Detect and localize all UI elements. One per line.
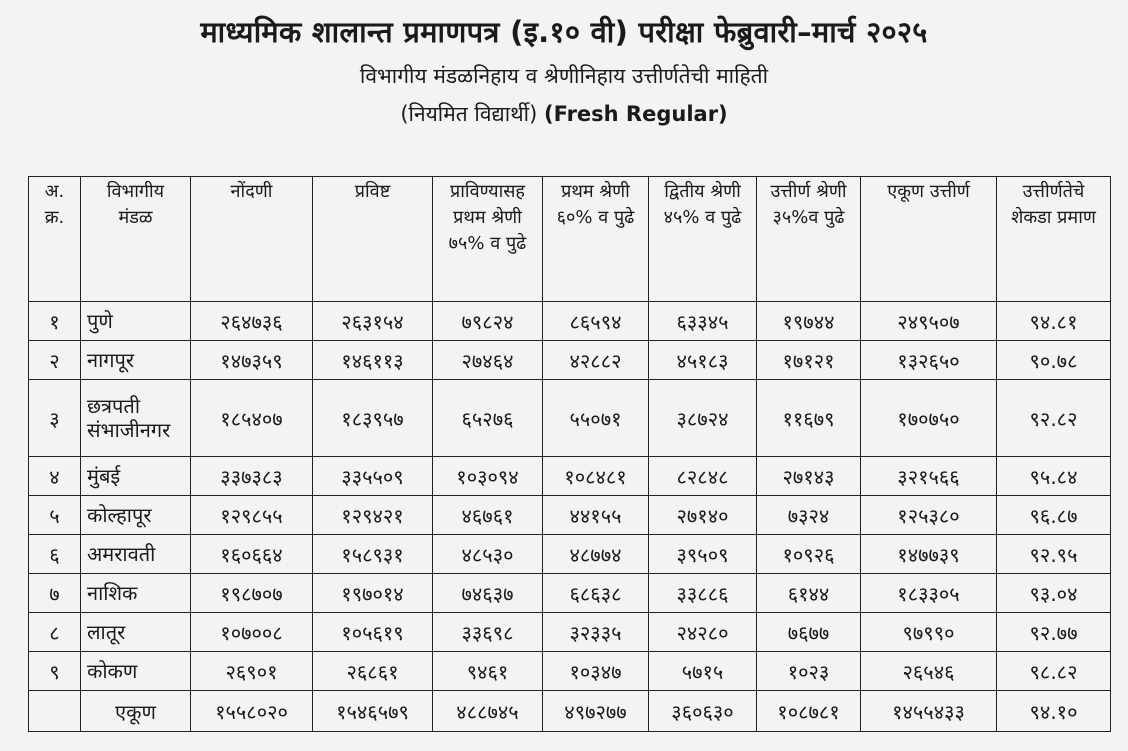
cell-appeared: १९७०१४ — [313, 574, 433, 613]
cell-appeared: २६८६१ — [313, 652, 433, 691]
cell-total-pass: २६५४६ — [861, 652, 997, 691]
header-registered: नोंदणी — [191, 177, 313, 302]
total-distinction: ४८८७४५ — [433, 691, 543, 732]
header-distinction: प्राविण्यासह प्रथम श्रेणी ७५% व पुढे — [433, 177, 543, 302]
total-total-pass: १४५५४३३ — [861, 691, 997, 732]
cell-total-pass: १८३३०५ — [861, 574, 997, 613]
header-appeared: प्रविष्ट — [313, 177, 433, 302]
cell-registered: १२९८५५ — [191, 496, 313, 535]
cell-sr: ३ — [29, 380, 81, 457]
cell-distinction: १०३०९४ — [433, 457, 543, 496]
cell-distinction: ६५२७६ — [433, 380, 543, 457]
cell-second-class: ४५१८३ — [649, 341, 757, 380]
cell-appeared: १०५६१९ — [313, 613, 433, 652]
cell-division: छत्रपती संभाजीनगर — [81, 380, 191, 457]
table-row — [29, 652, 1111, 691]
cell-pass-percent: ९२.७७ — [997, 613, 1111, 652]
cell-registered: २६९०१ — [191, 652, 313, 691]
cell-registered: १८५४०७ — [191, 380, 313, 457]
cell-pass-class: ७६७७ — [757, 613, 861, 652]
header-row — [29, 177, 1111, 302]
cell-second-class: २४२८० — [649, 613, 757, 652]
header-total-pass: एकूण उत्तीर्ण — [861, 177, 997, 302]
cell-distinction: ४६७६१ — [433, 496, 543, 535]
cell-pass-percent: ९६.८७ — [997, 496, 1111, 535]
header-pass-percent: उत्तीर्णतेचे शेकडा प्रमाण — [997, 177, 1111, 302]
cell-second-class: ५७१५ — [649, 652, 757, 691]
cell-total-pass: १२५३८० — [861, 496, 997, 535]
cell-appeared: २६३१५४ — [313, 302, 433, 341]
cell-total-pass: ३२१५६६ — [861, 457, 997, 496]
table-row — [29, 457, 1111, 496]
cell-appeared: ३३५५०९ — [313, 457, 433, 496]
cell-distinction: ४८५३० — [433, 535, 543, 574]
cell-division: कोकण — [81, 652, 191, 691]
page-subtitle-category — [0, 100, 1128, 128]
page-title: माध्यमिक शालान्त प्रमाणपत्र (इ.१० वी) परीक्षा फेब्रुवारी–मार्च २०२५ — [200, 15, 928, 49]
cell-division: पुणे — [81, 302, 191, 341]
cell-pass-class: १०२३ — [757, 652, 861, 691]
cell-total-pass: ९७९९० — [861, 613, 997, 652]
total-second-class: ३६०६३० — [649, 691, 757, 732]
cell-registered: १६०६६४ — [191, 535, 313, 574]
cell-pass-percent: ९३.०४ — [997, 574, 1111, 613]
header-first-class: प्रथम श्रेणी ६०% व पुढे — [543, 177, 649, 302]
cell-sr: ५ — [29, 496, 81, 535]
cell-division: लातूर — [81, 613, 191, 652]
total-row — [29, 691, 1111, 732]
cell-sr: ४ — [29, 457, 81, 496]
table-row — [29, 613, 1111, 652]
cell-second-class: २७१४० — [649, 496, 757, 535]
cell-sr: ७ — [29, 574, 81, 613]
page-subtitle: विभागीय मंडळनिहाय व श्रेणीनिहाय उत्तीर्णतेची माहिती — [359, 64, 769, 88]
cell-sr: ९ — [29, 652, 81, 691]
cell-pass-class: ७३२४ — [757, 496, 861, 535]
cell-pass-class: २७१४३ — [757, 457, 861, 496]
header-division: विभागीय मंडळ — [81, 177, 191, 302]
cell-division: कोल्हापूर — [81, 496, 191, 535]
total-registered: १५५८०२० — [191, 691, 313, 732]
cell-distinction: ९४६१ — [433, 652, 543, 691]
table-row — [29, 341, 1111, 380]
header-second-class: द्वितीय श्रेणी ४५% व पुढे — [649, 177, 757, 302]
cell-pass-class: ११६७९ — [757, 380, 861, 457]
cell-pass-percent: ९४.८१ — [997, 302, 1111, 341]
cell-first-class: ४२८८२ — [543, 341, 649, 380]
cell-pass-percent: ९०.७८ — [997, 341, 1111, 380]
cell-total-pass: १७०७५० — [861, 380, 997, 457]
cell-total-pass: १३२६५० — [861, 341, 997, 380]
cell-first-class: ३२३३५ — [543, 613, 649, 652]
cell-appeared: १८३९५७ — [313, 380, 433, 457]
cell-division: अमरावती — [81, 535, 191, 574]
cell-first-class: ८६५९४ — [543, 302, 649, 341]
table-row — [29, 380, 1111, 457]
cell-second-class: ६३३४५ — [649, 302, 757, 341]
cell-second-class: ८२८४८ — [649, 457, 757, 496]
cell-division: मुंबई — [81, 457, 191, 496]
cell-first-class: ६८६३८ — [543, 574, 649, 613]
cell-appeared: १५८९३१ — [313, 535, 433, 574]
cell-second-class: ३९५०९ — [649, 535, 757, 574]
cell-sr: १ — [29, 302, 81, 341]
total-first-class: ४९७२७७ — [543, 691, 649, 732]
cell-registered: ३३७३८३ — [191, 457, 313, 496]
cell-appeared: १२९४२१ — [313, 496, 433, 535]
cell-division: नाशिक — [81, 574, 191, 613]
header-sr: अ. क्र. — [29, 177, 81, 302]
cell-pass-class: ६१४४ — [757, 574, 861, 613]
cell-sr: ८ — [29, 613, 81, 652]
category-marathi: (नियमित विद्यार्थी) — [400, 102, 538, 126]
cell-registered: १४७३५९ — [191, 341, 313, 380]
cell-first-class: ४४१५५ — [543, 496, 649, 535]
cell-distinction: ३३६९८ — [433, 613, 543, 652]
cell-first-class: १०८४८१ — [543, 457, 649, 496]
cell-pass-class: १०९२६ — [757, 535, 861, 574]
total-pass-class: १०८७८१ — [757, 691, 861, 732]
cell-second-class: ३८७२४ — [649, 380, 757, 457]
cell-sr: २ — [29, 341, 81, 380]
cell-first-class: १०३४७ — [543, 652, 649, 691]
cell-distinction: ७९८२४ — [433, 302, 543, 341]
cell-registered: १९८७०७ — [191, 574, 313, 613]
table-row — [29, 574, 1111, 613]
table-row — [29, 302, 1111, 341]
cell-registered: १०७००८ — [191, 613, 313, 652]
total-label: एकूण — [81, 691, 191, 732]
table-row — [29, 496, 1111, 535]
total-appeared: १५४६५७९ — [313, 691, 433, 732]
cell-pass-class: १९७४४ — [757, 302, 861, 341]
cell-first-class: ५५०७१ — [543, 380, 649, 457]
cell-first-class: ४८७७४ — [543, 535, 649, 574]
cell-registered: २६४७३६ — [191, 302, 313, 341]
cell-pass-percent: ९५.८४ — [997, 457, 1111, 496]
total-pass-percent: ९४.१० — [997, 691, 1111, 732]
cell-total-pass: १४७७३९ — [861, 535, 997, 574]
cell-pass-class: १७१२१ — [757, 341, 861, 380]
results-table — [28, 176, 1111, 732]
cell-sr: ६ — [29, 535, 81, 574]
cell-appeared: १४६११३ — [313, 341, 433, 380]
cell-pass-percent: ९२.९५ — [997, 535, 1111, 574]
table-row — [29, 535, 1111, 574]
cell-division: नागपूर — [81, 341, 191, 380]
cell-pass-percent: ९८.८२ — [997, 652, 1111, 691]
cell-total-pass: २४९५०७ — [861, 302, 997, 341]
cell-pass-percent: ९२.८२ — [997, 380, 1111, 457]
cell-second-class: ३३८८६ — [649, 574, 757, 613]
header-pass-class: उत्तीर्ण श्रेणी ३५%व पुढे — [757, 177, 861, 302]
cell-distinction: ७४६३७ — [433, 574, 543, 613]
category-english: (Fresh Regular) — [543, 102, 728, 126]
cell-sr-empty — [29, 691, 81, 732]
cell-distinction: २७४६४ — [433, 341, 543, 380]
